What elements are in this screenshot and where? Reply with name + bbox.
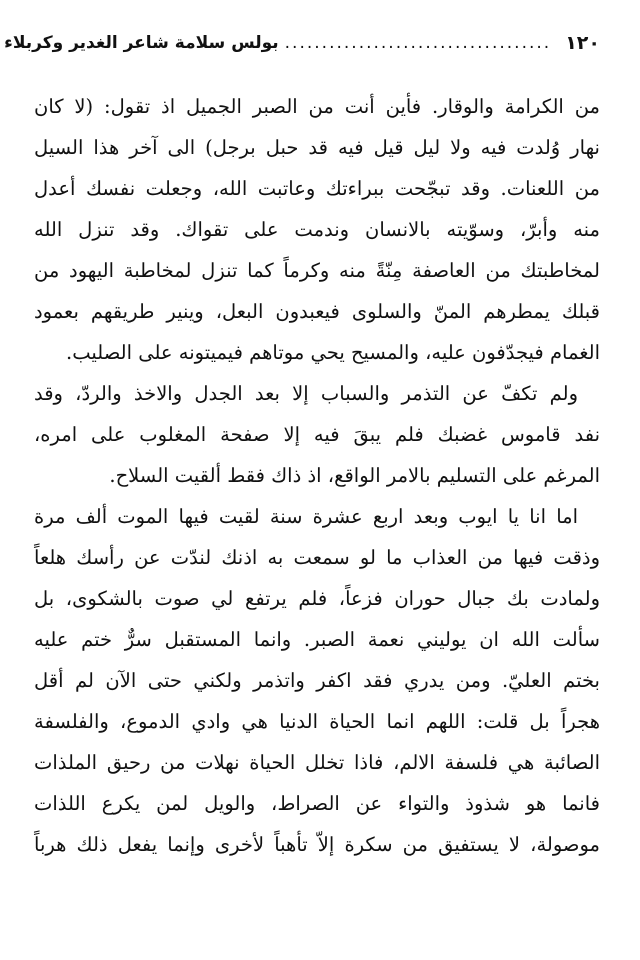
text-line: نفد قاموس غضبك فلم يبقَ فيه إلا صفحة المغلوب على امره، bbox=[34, 423, 600, 446]
text-line: نهار وُلدت فيه ولا ليل قيل فيه قد حبل برجل) الى آخر هذا السيل bbox=[34, 136, 600, 159]
text-line: بختم العليّ. ومن يدري فقد اكفر واتذمر ولكني حتى الآن لم أقل bbox=[34, 669, 600, 692]
page-number: ١٢٠ bbox=[565, 32, 600, 54]
text-line: منه وأبرّ، وسوّيته بالانسان وندمت على تقواك. وقد تنزل الله bbox=[34, 218, 600, 241]
text-line: ولم تكفّ عن التذمر والسباب إلا بعد الجدل والاخذ والردّ، وقد bbox=[34, 382, 578, 405]
text-line: ولمادت بك جبال حوران فزعاً، فلم يرتفع لي صوت بالشكوى، بل bbox=[34, 587, 600, 610]
text-line: المرغم على التسليم بالامر الواقع، اذ ذاك فقط ألقيت السلاح. bbox=[109, 464, 600, 487]
text-line: موصولة، لا يستفيق من سكرة إلاّ تأهباً لأخرى وإنما يفعل ذلك هرباً bbox=[34, 833, 600, 856]
text-line: اما انا يا ايوب وبعد اربع عشرة سنة لقيت فيها الموت ألف مرة bbox=[34, 505, 578, 528]
text-line: وذقت فيها من العذاب ما لو سمعت به اذنك لندّت عن رأسك هلعاً bbox=[34, 546, 600, 569]
paragraph-3 bbox=[34, 496, 600, 865]
text-line: الغمام فيجدّفون عليه، والمسيح يحي موتاهم فيميتونه على الصليب. bbox=[66, 341, 600, 364]
text-line: سألت الله ان يوليني نعمة الصبر. وانما المستقبل سرٌّ ختم عليه bbox=[34, 628, 600, 651]
body-text bbox=[34, 86, 600, 865]
text-line: الصائبة هي فلسفة الالم، فاذا تخلل الحياة نهلات من رحيق الملذات bbox=[34, 751, 600, 774]
text-line: قبلك يمطرهم المنّ والسلوى فيعبدون البعل، وينير طريقهم بعمود bbox=[34, 300, 600, 323]
text-line: من اللعنات. وقد تبجّحت ببراءتك وعاتبت الله، وجعلت نفسك أعدل bbox=[34, 177, 600, 200]
text-line: لمخاطبتك من العاصفة مِنّةً منه وكرماً كما تنزل لمخاطبة اليهود من bbox=[34, 259, 600, 282]
paragraph-2 bbox=[34, 373, 600, 496]
text-line: فانما هو شذوذ والتواء عن الصراط، والويل لمن يكرع اللذات bbox=[34, 792, 600, 815]
text-line: هجراً بل قلت: اللهم انما الحياة الدنيا هي وادي الدموع، والفلسفة bbox=[34, 710, 600, 733]
text-line: من الكرامة والوقار. فأين أنت من الصبر الجميل اذ تقول: (لا كان bbox=[34, 95, 600, 118]
paragraph-1 bbox=[34, 86, 600, 373]
page-header bbox=[4, 28, 600, 58]
header-leader-dots: .................................... bbox=[284, 33, 552, 53]
running-title: بولس سلامة شاعر الغدير وكربلاء bbox=[4, 33, 279, 53]
